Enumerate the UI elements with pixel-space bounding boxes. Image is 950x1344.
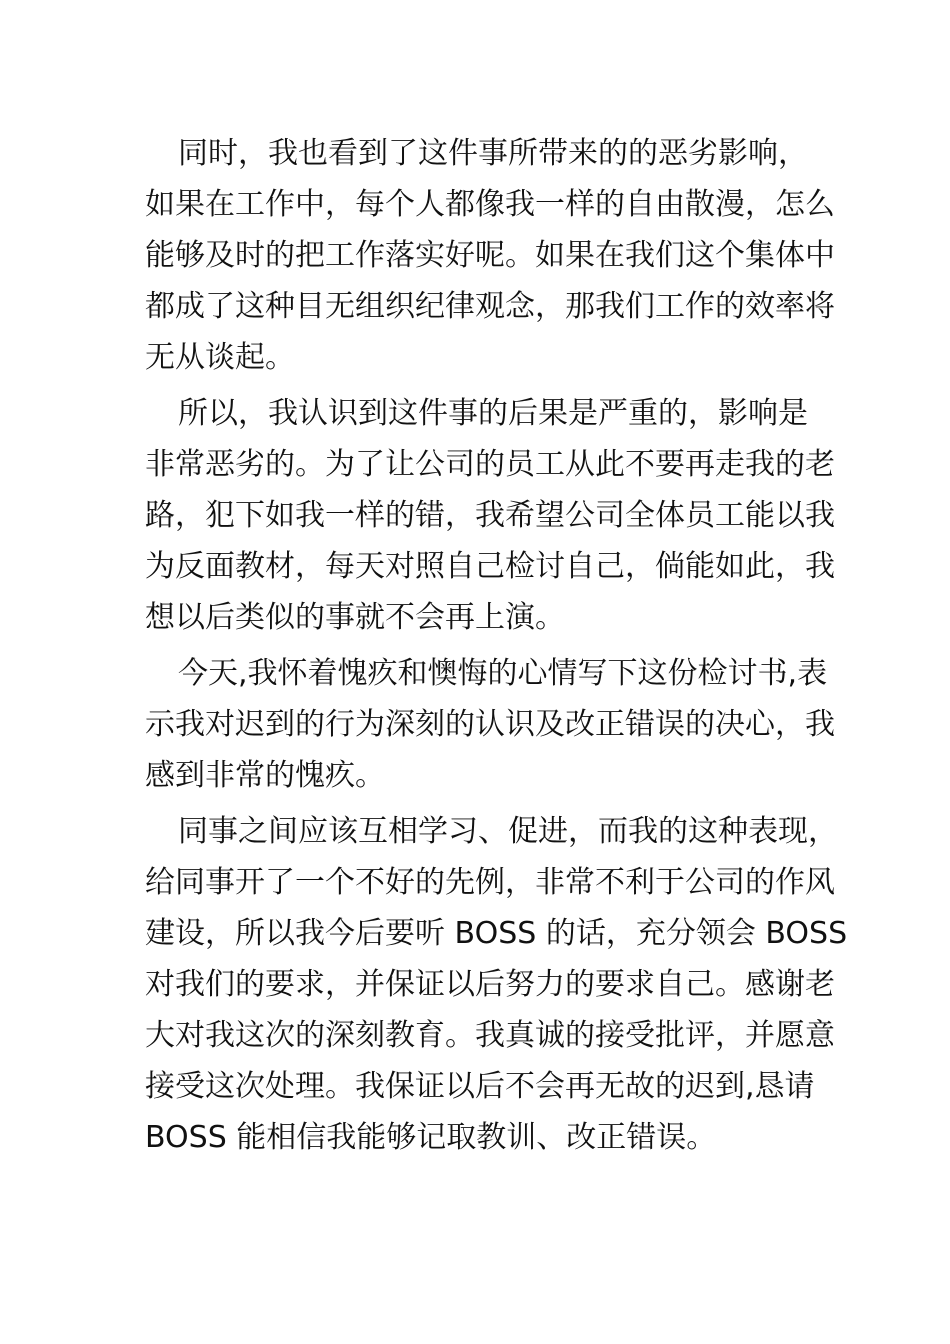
- text-line: 同事之间应该互相学习、促进，而我的这种表现，: [178, 814, 838, 849]
- text-line: 给同事开了一个不好的先例，非常不利于公司的作风: [145, 865, 835, 900]
- paragraph-3: [145, 648, 835, 801]
- document-body: [145, 128, 848, 1168]
- text-line: 同时，我也看到了这件事所带来的的恶劣影响，: [178, 136, 808, 171]
- text-line: 路，犯下如我一样的错，我希望公司全体员工能以我: [145, 498, 835, 533]
- text-line: 能够及时的把工作落实好呢。如果在我们这个集体中: [145, 238, 835, 273]
- text-line: 今天,我怀着愧疚和懊悔的心情写下这份检讨书,表: [178, 656, 828, 691]
- text-line: 所以，我认识到这件事的后果是严重的，影响是: [178, 396, 808, 431]
- text-line: 对我们的要求，并保证以后努力的要求自己。感谢老: [145, 967, 835, 1002]
- text-line: 为反面教材，每天对照自己检讨自己，倘能如此，我: [145, 549, 835, 584]
- text-line: 感到非常的愧疚。: [145, 758, 385, 793]
- text-line: 建设，所以我今后要听 BOSS 的话，充分领会 BOSS: [145, 916, 848, 951]
- text-line: 无从谈起。: [145, 340, 295, 375]
- text-line: 大对我这次的深刻教育。我真诚的接受批评，并愿意: [145, 1018, 835, 1053]
- text-line: 都成了这种目无组织纪律观念，那我们工作的效率将: [145, 289, 835, 324]
- text-line: 非常恶劣的。为了让公司的员工从此不要再走我的老: [145, 447, 835, 482]
- text-line: 如果在工作中，每个人都像我一样的自由散漫，怎么: [145, 187, 835, 222]
- paragraph-1: [145, 128, 835, 383]
- paragraph-2: [145, 388, 835, 643]
- text-line: 接受这次处理。我保证以后不会再无故的迟到,恳请: [145, 1069, 815, 1104]
- paragraph-4: [145, 806, 848, 1163]
- text-line: BOSS 能相信我能够记取教训、改正错误。: [145, 1120, 717, 1155]
- text-line: 想以后类似的事就不会再上演。: [145, 600, 565, 635]
- text-line: 示我对迟到的行为深刻的认识及改正错误的决心，我: [145, 707, 835, 742]
